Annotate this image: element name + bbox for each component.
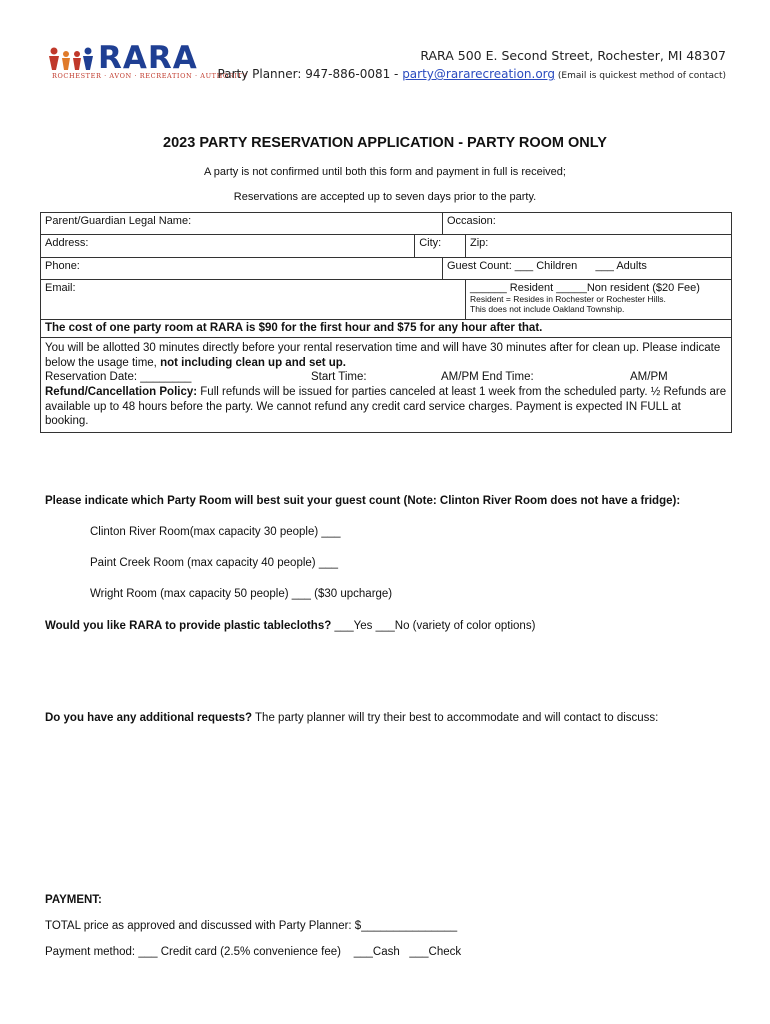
resident-definition-1: Resident = Resides in Rochester or Rochester Hills. (470, 294, 666, 304)
zip-field[interactable] (466, 235, 732, 258)
additional-requests-label: Do you have any additional requests? (45, 712, 253, 724)
payment-total-field[interactable]: TOTAL price as approved and discussed with Party Planner: $_______________ (45, 920, 458, 932)
end-time-ampm: AM/PM (630, 371, 668, 383)
zip-label: Zip: (470, 237, 489, 249)
start-time-field[interactable]: Start Time: (311, 371, 367, 383)
tablecloth-question (45, 620, 535, 632)
refund-policy-label: Refund/Cancellation Policy: (45, 386, 198, 398)
guest-count-field[interactable] (442, 258, 731, 280)
occasion-field[interactable] (442, 213, 731, 235)
city-field[interactable] (415, 235, 466, 258)
payment-method-field[interactable]: Payment method: ___ Credit card (2.5% convenience fee) ___Cash ___Check (45, 946, 462, 958)
additional-requests-text: The party planner will try their best to accommodate and will contact to discuss: (252, 712, 659, 724)
refund-policy (45, 385, 727, 429)
contact-email-link[interactable]: party@rararecreation.org (402, 67, 556, 81)
resident-definition-2: This does not include Oakland Township. (470, 304, 625, 314)
reservation-form-table (40, 212, 732, 433)
refund-policy-text: Full refunds will be issued for parties canceled at least 1 week from the scheduled party. ½ Refunds are available up to 48 hours before the party. We cannot refund any credit card service charges. Payment is expected IN FULL at booking. (45, 386, 727, 427)
logo-text: RARA (98, 40, 198, 76)
contact-line (218, 67, 726, 81)
allotment-text (45, 341, 727, 370)
email-label: Email: (45, 282, 76, 294)
usage-and-policy (41, 338, 732, 433)
room-option-wright[interactable]: Wright Room (max capacity 50 people) ___ ($30 upcharge) (90, 588, 393, 600)
notice-confirmation: A party is not confirmed until both this form and payment in full is received; (204, 166, 566, 178)
address-field[interactable] (41, 235, 415, 258)
reservation-date-field[interactable]: Reservation Date: ________ (45, 371, 192, 383)
residency-field[interactable] (466, 280, 732, 320)
end-time-field[interactable]: AM/PM End Time: (441, 371, 534, 383)
payment-heading: PAYMENT: (45, 894, 102, 906)
room-question: Please indicate which Party Room will best suit your guest count (Note: Clinton River Room does not have a fridge): (45, 495, 681, 507)
address-label: Address: (45, 237, 89, 249)
reservation-times-row (45, 370, 727, 385)
guardian-name-field[interactable] (41, 213, 443, 235)
occasion-label: Occasion: (446, 215, 496, 227)
room-option-clinton-river[interactable]: Clinton River Room(max capacity 30 people) ___ (90, 526, 341, 538)
cost-statement-text: The cost of one party room at RARA is $90 for the first hour and $75 for any hour after that. (45, 322, 543, 334)
tablecloth-question-label: Would you like RARA to provide plastic tablecloths? (45, 620, 332, 632)
contact-prefix: Party Planner: 947-886-0081 - (217, 67, 403, 81)
notice-reservation-window: Reservations are accepted up to seven days prior to the party. (233, 191, 537, 203)
page-title: 2023 PARTY RESERVATION APPLICATION - PARTY ROOM ONLY (163, 135, 607, 151)
room-option-paint-creek[interactable]: Paint Creek Room (max capacity 40 people) ___ (90, 557, 339, 569)
phone-label: Phone: (45, 260, 80, 272)
allotment-text-main: You will be allotted 30 minutes directly before your rental reservation time and will have 30 minutes after for clean up. Please indicate below the usage time, (45, 342, 721, 369)
phone-field[interactable] (41, 258, 443, 280)
organization-address: RARA 500 E. Second Street, Rochester, MI 48307 (420, 48, 726, 63)
additional-requests (45, 712, 658, 724)
contact-note: (Email is quickest method of contact) (555, 71, 726, 81)
residency-options: ______ Resident _____Non resident ($20 Fee) (470, 282, 700, 294)
logo-subtitle: ROCHESTER · AVON · RECREATION · AUTHORITY (52, 72, 248, 80)
cost-statement (41, 320, 732, 338)
family-icon (46, 46, 96, 72)
guest-count-label: Guest Count: ___ Children ___ Adults (446, 260, 647, 272)
city-label: City: (419, 237, 442, 249)
logo (46, 40, 248, 84)
guardian-name-label: Parent/Guardian Legal Name: (45, 215, 192, 227)
tablecloth-options[interactable]: ___Yes ___No (variety of color options) (331, 620, 536, 632)
allotment-text-bold: not including clean up and set up. (160, 356, 346, 369)
email-field[interactable] (41, 280, 466, 320)
